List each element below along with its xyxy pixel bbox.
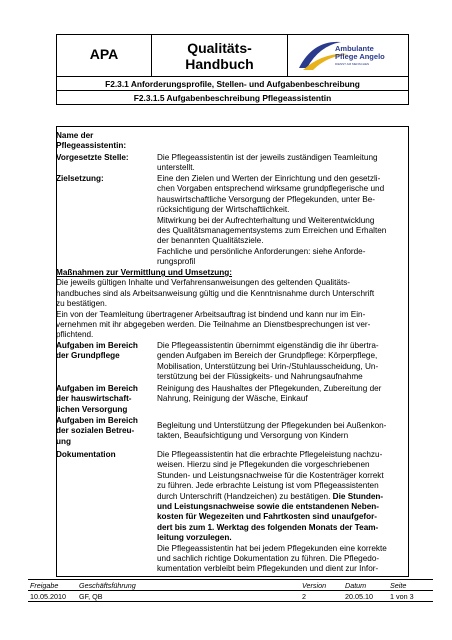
doku-line: kumentation verbleibt beim Pflegekunden und dient zur Infor- — [157, 564, 379, 574]
footer-h-datum: Datum — [345, 581, 367, 590]
footer-line — [28, 601, 433, 602]
massnahmen-line: Ein von der Teamleitung übertragener Arbeitsauftrag ist bindend und kann nur im Ein- — [56, 309, 366, 319]
vorgesetzte-2: unterstellt. — [157, 163, 195, 173]
massnahmen-title: Maßnahmen zur Vermittlung und Umsetzung: — [56, 268, 233, 277]
subtitle-2-box — [56, 90, 409, 105]
header-center-2: Handbuch — [185, 56, 254, 72]
doku-line: und sachlich richtige Dokumentation zu führen. Die Pflegedo- — [157, 554, 380, 564]
name-label-2: Pflegeassistentin: — [56, 141, 127, 150]
footer-v-gf: GF, QB — [79, 592, 103, 601]
haus-text — [157, 384, 408, 405]
massnahmen-line: zu bestätigen. — [56, 299, 107, 309]
doku-mixed-normal: durch Unterschrift (Handzeichen) zu bestätigen. — [157, 491, 333, 501]
massnahmen-text — [56, 278, 408, 340]
massnahmen-line: pflichtend. — [56, 330, 94, 340]
ziel-line: der benannten Qualitätsziele. — [157, 236, 264, 246]
doku-bold-line: und Leistungsnachweise sowie die entstandenen Neben- — [157, 502, 380, 512]
doku-line: Stunden- und Leistungsnachweise für die Kostenträger korrekt — [157, 470, 384, 480]
haus-line: Reinigung des Haushaltes der Pflegekunden, Zubereitung der — [157, 384, 382, 393]
grund-label-line: Aufgaben im Bereich — [56, 341, 138, 350]
header-box — [56, 34, 409, 77]
haus-label-line: Aufgaben im Bereich — [56, 384, 138, 393]
footer-line — [28, 579, 433, 580]
doku-label: Dokumentation — [56, 450, 116, 459]
header-apa: APA — [89, 46, 119, 62]
ziel-line: rungsprofil — [157, 257, 196, 267]
doku-line: Die Pflegeassistentin hat die erbrachte Pflegeleistung nachzu- — [157, 450, 383, 459]
doku-line-mixed — [157, 492, 408, 502]
doku-bold-line: kosten für Wegezeiten und Fahrtkosten sind unaufgefor- — [157, 512, 378, 522]
logo-text-2: Pflege Angelo — [335, 52, 385, 61]
vorgesetzte-1: Die Pflegeassistentin ist der jeweils zuständigen Teamleitung — [157, 153, 378, 162]
haus-label-line: lichen Versorgung — [56, 404, 128, 414]
grund-label-line: der Grundpflege — [56, 351, 120, 361]
subtitle-2: F2.3.1.5 Aufgabenbeschreibung Pflegeassistentin — [133, 93, 332, 103]
ziel-line: chen Vorgaben entsprechend wirksame grundpflegerische und — [157, 184, 385, 194]
vorgesetzte-label: Vorgesetzte Stelle: — [56, 153, 129, 162]
sozial-line: takten, Beaufsichtigung und Versorgung von Kindern — [157, 431, 349, 441]
doku-bold-line: leitung vorzulegen. — [157, 533, 232, 543]
logo-text-3: DIENST AM MENSCHEN — [335, 62, 370, 66]
subtitle-1: F2.3.1 Anforderungsprofile, Stellen- und Aufgabenbeschreibung — [105, 79, 360, 89]
ziel-line: Eine den Zielen und Werten der Einrichtung und den gesetzli- — [157, 174, 381, 183]
ziel-line: des Qualitätsmanagementsystems zum Erreichen und Erhalten — [157, 226, 387, 236]
subtitle-1-box — [56, 76, 409, 91]
footer-v-datum: 20.05.10 — [345, 592, 373, 601]
sozial-label-line: Aufgaben im Bereich — [56, 416, 138, 425]
haus-line: Nahrung, Reinigung der Wäsche, Einkauf — [157, 394, 308, 404]
sozial-label — [56, 416, 156, 447]
massnahmen-line: vernehmen mit ihr abgegeben werden. Die Teilnahme an Dienstbesprechungen ist ver- — [56, 320, 371, 330]
sozial-text — [157, 421, 408, 442]
doku-bold-line: dert bis zum 1. Werktag des folgenden Monats der Team- — [157, 522, 379, 532]
haus-label — [56, 384, 156, 415]
grund-label — [56, 341, 156, 362]
doku-text — [157, 450, 408, 575]
footer-v-freigabe: 10.05.2010 — [30, 592, 66, 601]
haus-label-line: der hauswirtschaft- — [56, 394, 132, 404]
ziel-line: hauswirtschaftliche Versorgung der Pflegekunden, unter Be- — [157, 194, 376, 204]
grund-line: Mobilisation, Unterstützung bei Urin-/Stuhlausscheidung, Un- — [157, 361, 379, 371]
massnahmen-line: handbuches sind als Arbeitsanweisung gültig und die Kenntnisnahme durch Unterschrift — [56, 288, 375, 298]
grund-line: genden Aufgaben im Bereich der Grundpflege: Körperpflege, — [157, 351, 378, 361]
sozial-line: Begleitung und Unterstützung der Pflegekunden bei Außenkon- — [157, 421, 387, 430]
doku-line: zu führen. Jede erbrachte Leistung ist vom Pflegeassistenten — [157, 481, 379, 491]
footer-h-version: Version — [302, 581, 327, 590]
massnahmen-line: Die jeweils gültigen Inhalte und Verfahrensanweisungen des geltenden Qualitäts- — [56, 278, 351, 288]
doku-line: weisen. Hierzu sind je Pflegekunden die vorgeschriebenen — [157, 460, 370, 470]
grund-line: Die Pflegeassistentin übernimmt eigenständig die ihr übertra- — [157, 341, 379, 350]
name-label-1: Name der — [56, 131, 94, 140]
footer-h-gf: Geschäftsführung — [79, 581, 136, 590]
sozial-label-line: der sozialen Betreu- — [56, 426, 135, 436]
company-logo — [293, 38, 405, 74]
ziel-line: Mitwirkung bei der Aufrechterhaltung und Weiterentwicklung — [157, 215, 375, 225]
ziel-text — [157, 174, 408, 268]
footer-h-freigabe: Freigabe — [30, 581, 59, 590]
ziel-line: rücksichtigung der Wirtschaftlichkeit. — [157, 205, 290, 215]
footer-v-seite: 1 von 3 — [390, 592, 414, 601]
grund-text — [157, 341, 408, 383]
grund-line: terstützung bei der Flüssigkeits- und Nahrungsaufnahme — [157, 372, 363, 382]
header-divider-2 — [287, 35, 288, 76]
sozial-label-line: ung — [56, 436, 72, 446]
logo-text-1: Ambulante — [335, 44, 374, 53]
row-name — [56, 131, 409, 153]
doku-mixed-bold: Die Stunden- — [332, 491, 384, 501]
footer-line — [28, 590, 433, 591]
ziel-label: Zielsetzung: — [56, 174, 104, 183]
footer-h-seite: Seite — [390, 581, 407, 590]
doku-line: Die Pflegeassistentin hat bei jedem Pflegekunden eine korrekte — [157, 543, 387, 553]
ziel-line: Fachliche und persönliche Anforderungen: siehe Anforde- — [157, 246, 366, 256]
header-center-1: Qualitäts- — [187, 40, 252, 56]
footer-v-version: 2 — [302, 592, 306, 601]
